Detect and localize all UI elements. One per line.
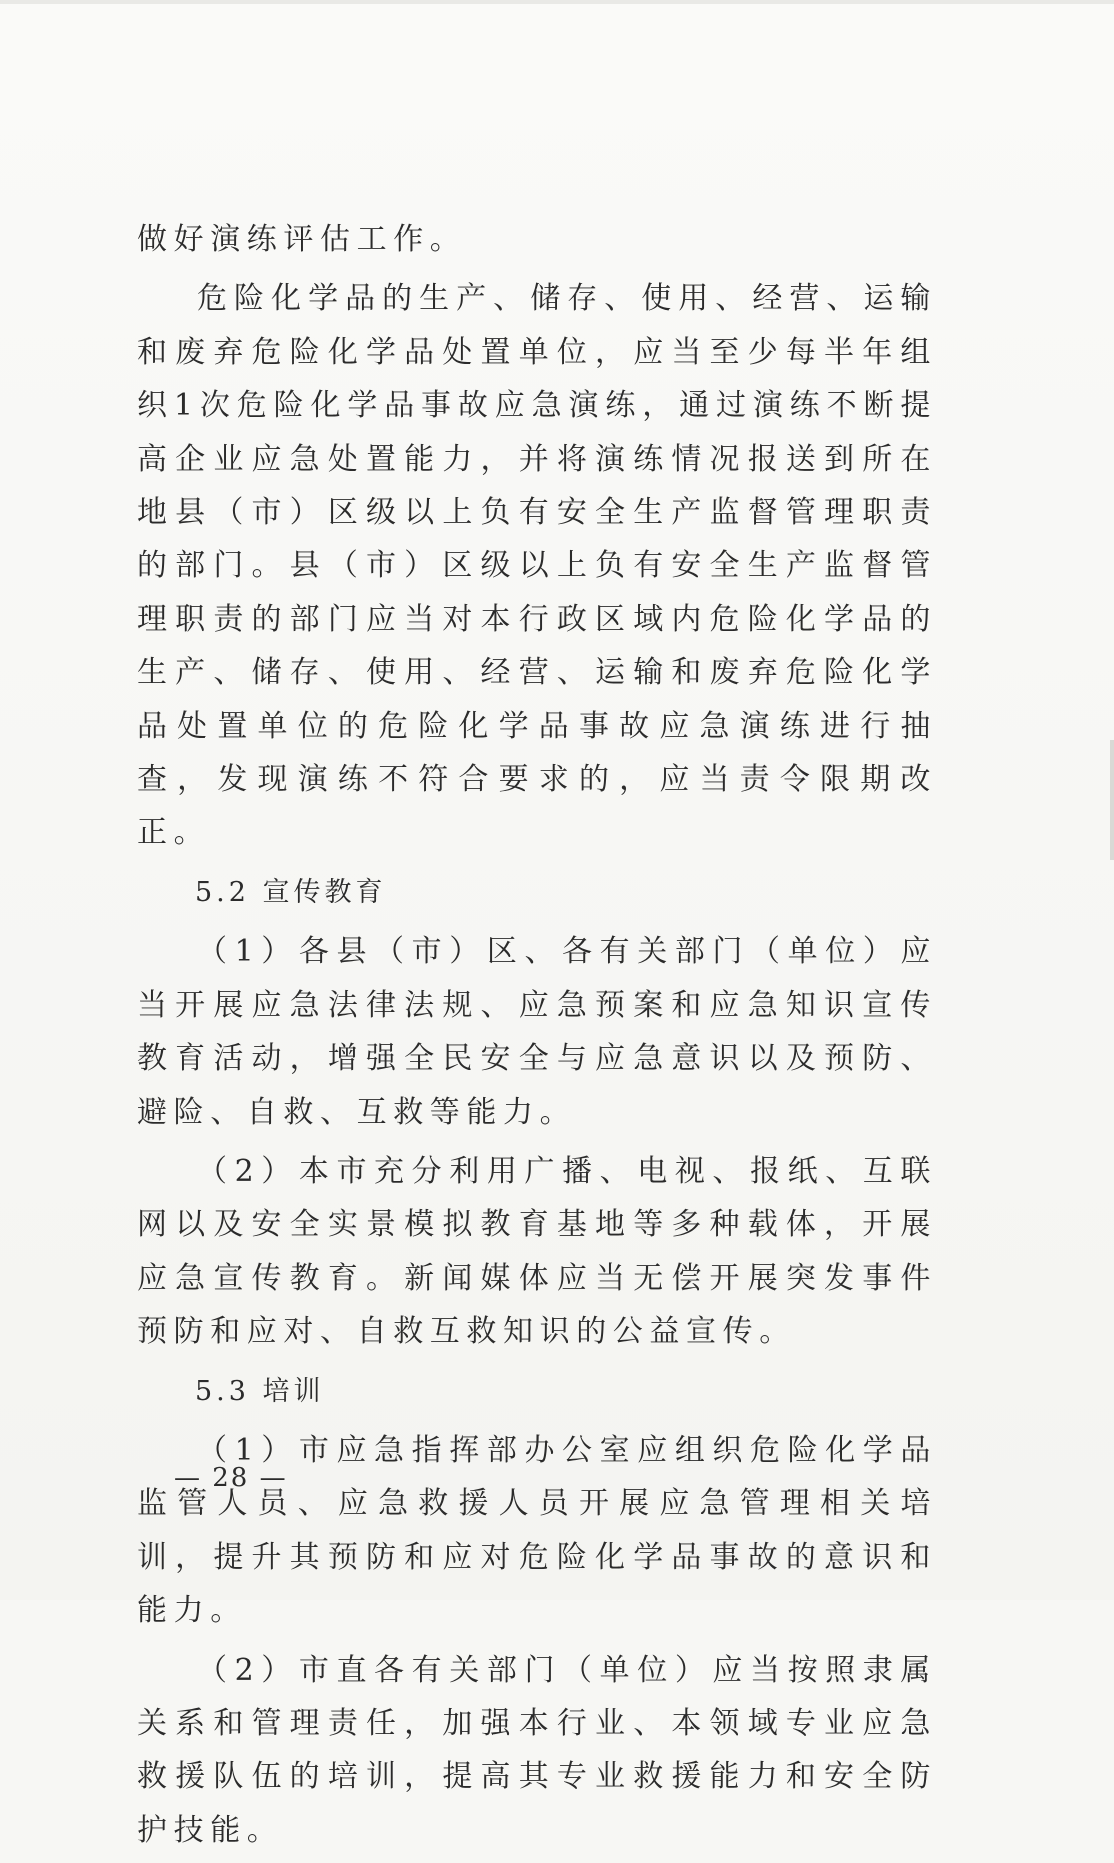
document-body xyxy=(137,213,937,1863)
paragraph-drill-evaluation: 做好演练评估工作。 xyxy=(137,222,467,257)
paragraph-training-1: （1）市应急指挥部办公室应组织危险化学品监管人员、应急救援人员开展应急管理相关培训，提升其预防和应对危险化学品事故的意识和能力。 xyxy=(137,1432,937,1629)
scan-edge-top xyxy=(0,0,1114,4)
page-number: — 28 — xyxy=(174,1463,288,1493)
section-heading-5-2: 5.2 宣传教育 xyxy=(195,876,387,908)
section-heading-5-3: 5.3 培训 xyxy=(195,1375,325,1407)
paragraph-publicity-2: （2）本市充分利用广播、电视、报纸、互联网以及安全实景模拟教育基地等多种载体，开展应急宣传教育。新闻媒体应当无偿开展突发事件预防和应对、自救互救知识的公益宣传。 xyxy=(137,1153,937,1350)
scan-edge-right xyxy=(1110,740,1114,860)
paragraph-publicity-1: （1）各县（市）区、各有关部门（单位）应当开展应急法律法规、应急预案和应急知识宣传教育活动，增强全民安全与应急意识以及预防、避险、自救、互救等能力。 xyxy=(137,934,937,1130)
paragraph-hazardous-chemicals-drill: 危险化学品的生产、储存、使用、经营、运输和废弃危险化学品处置单位，应当至少每半年组织1次危险化学品事故应急演练，通过演练不断提高企业应急处置能力，并将演练情况报送到所在地县（市）区级以上负有安全生产监督管理职责的部门。县（市）区级以上负有安全生产监督管理职责的部门应当对本行政区域内危险化学品的生产、储存、使用、经营、运输和废弃危险化学品处置单位的危险化学品事故应急演练进行抽查，发现演练不符合要求的，应当责令限期改正。 xyxy=(137,281,937,851)
paragraph-training-2: （2）市直各有关部门（单位）应当按照隶属关系和管理责任，加强本行业、本领域专业应急救援队伍的培训，提高其专业救援能力和安全防护技能。 xyxy=(137,1652,937,1848)
